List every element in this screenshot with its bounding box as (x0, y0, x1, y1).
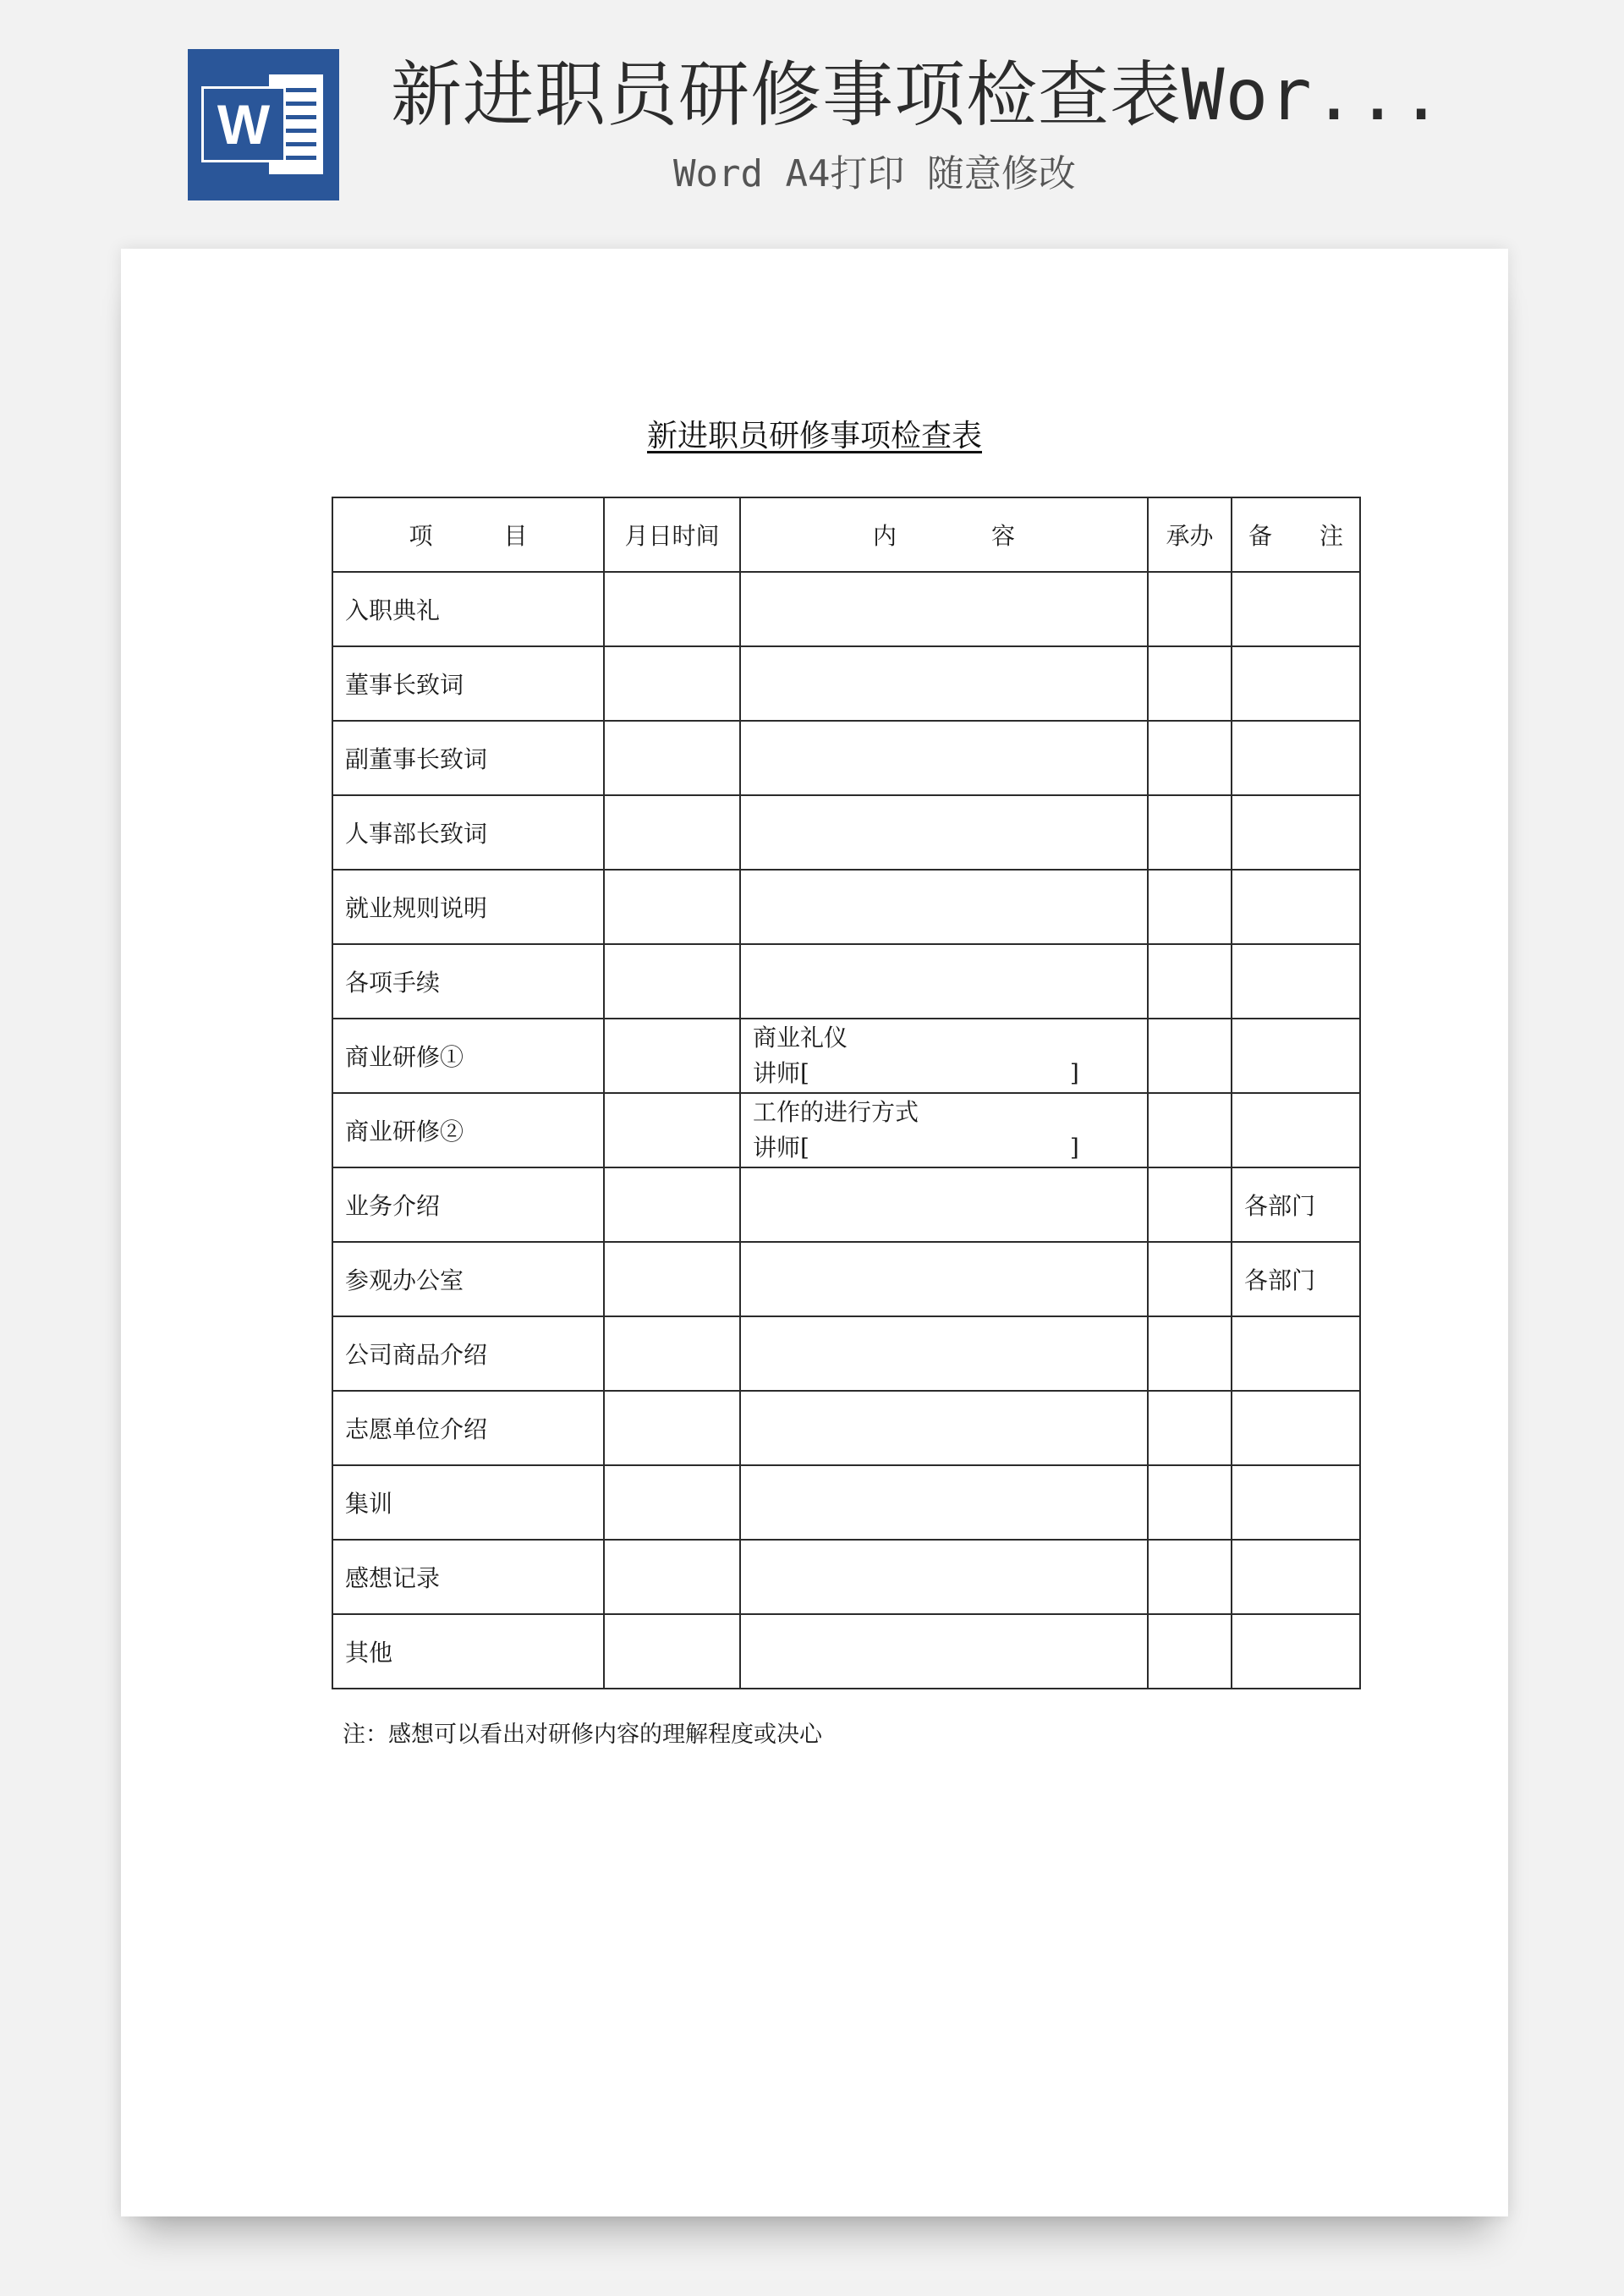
cell-remark[interactable] (1232, 944, 1360, 1019)
cell-item: 副董事长致词 (332, 721, 604, 795)
cell-date[interactable] (604, 721, 740, 795)
footnote: 注：感想可以看出对研修内容的理解程度或决心 (343, 1722, 822, 1748)
cell-content[interactable] (740, 1019, 1148, 1093)
table-row (332, 1167, 1360, 1242)
cell-item: 董事长致词 (332, 646, 604, 721)
cell-item: 人事部长致词 (332, 795, 604, 870)
cell-item: 商业研修① (332, 1019, 604, 1093)
header-date: 月日时间 (604, 497, 740, 572)
cell-remark[interactable] (1232, 721, 1360, 795)
cell-handler[interactable] (1148, 646, 1232, 721)
cell-item: 参观办公室 (332, 1242, 604, 1316)
word-logo-letter: W (217, 93, 271, 156)
cell-handler[interactable] (1148, 1316, 1232, 1391)
cell-date[interactable] (604, 1465, 740, 1540)
cell-date[interactable] (604, 1019, 740, 1093)
cell-item: 各项手续 (332, 944, 604, 1019)
document-title-text: 新进职员研修事项检查表 (646, 419, 982, 453)
cell-content[interactable] (740, 1465, 1148, 1540)
cell-item: 志愿单位介绍 (332, 1391, 604, 1465)
cell-date[interactable] (604, 1093, 740, 1167)
table-row (332, 1019, 1360, 1093)
cell-handler[interactable] (1148, 1093, 1232, 1167)
document-title (121, 416, 1508, 457)
word-icon (201, 86, 286, 162)
cell-handler[interactable] (1148, 795, 1232, 870)
cell-handler[interactable] (1148, 1540, 1232, 1614)
banner-title: 新进职员研修事项检查表Wor... (391, 53, 1444, 136)
cell-remark[interactable] (1232, 1614, 1360, 1689)
cell-remark[interactable]: 各部门 (1232, 1167, 1360, 1242)
cell-handler[interactable] (1148, 572, 1232, 646)
cell-remark[interactable] (1232, 1316, 1360, 1391)
content-line-topic: 商业礼仪 (753, 1024, 848, 1052)
cell-content[interactable] (740, 944, 1148, 1019)
header-content: 内 容 (740, 497, 1148, 572)
table-row (332, 646, 1360, 721)
cell-item: 集训 (332, 1465, 604, 1540)
cell-handler[interactable] (1148, 1167, 1232, 1242)
cell-handler[interactable] (1148, 1242, 1232, 1316)
cell-content[interactable] (740, 1614, 1148, 1689)
cell-handler[interactable] (1148, 1465, 1232, 1540)
cell-handler[interactable] (1148, 870, 1232, 944)
content-line-lecturer: 讲师[ ] (753, 1134, 1079, 1162)
cell-date[interactable] (604, 944, 740, 1019)
cell-item: 就业规则说明 (332, 870, 604, 944)
table-row (332, 1316, 1360, 1391)
cell-remark[interactable] (1232, 1019, 1360, 1093)
table-row (332, 1391, 1360, 1465)
checklist-table (332, 497, 1361, 1689)
cell-item: 其他 (332, 1614, 604, 1689)
table-row (332, 721, 1360, 795)
cell-handler[interactable] (1148, 944, 1232, 1019)
table-row (332, 795, 1360, 870)
cell-remark[interactable] (1232, 1391, 1360, 1465)
cell-handler[interactable] (1148, 721, 1232, 795)
header-item: 项 目 (332, 497, 604, 572)
cell-content[interactable] (740, 721, 1148, 795)
cell-date[interactable] (604, 1614, 740, 1689)
cell-remark[interactable] (1232, 1093, 1360, 1167)
cell-item: 公司商品介绍 (332, 1316, 604, 1391)
cell-remark[interactable] (1232, 795, 1360, 870)
cell-content[interactable] (740, 1540, 1148, 1614)
table-row (332, 1093, 1360, 1167)
cell-date[interactable] (604, 646, 740, 721)
document-page (121, 249, 1508, 2216)
cell-content[interactable] (740, 1242, 1148, 1316)
header-remark: 备 注 (1232, 497, 1360, 572)
cell-content[interactable] (740, 795, 1148, 870)
content-line-topic: 工作的进行方式 (753, 1098, 919, 1126)
cell-item: 商业研修② (332, 1093, 604, 1167)
cell-remark[interactable] (1232, 1540, 1360, 1614)
cell-handler[interactable] (1148, 1391, 1232, 1465)
cell-remark[interactable] (1232, 1465, 1360, 1540)
cell-date[interactable] (604, 572, 740, 646)
cell-date[interactable] (604, 795, 740, 870)
table-row (332, 1465, 1360, 1540)
cell-remark[interactable] (1232, 646, 1360, 721)
cell-content[interactable] (740, 1391, 1148, 1465)
table-row (332, 1540, 1360, 1614)
cell-content[interactable] (740, 572, 1148, 646)
cell-date[interactable] (604, 1242, 740, 1316)
cell-date[interactable] (604, 870, 740, 944)
cell-content[interactable] (740, 870, 1148, 944)
cell-content[interactable] (740, 646, 1148, 721)
cell-content[interactable] (740, 1316, 1148, 1391)
cell-item: 业务介绍 (332, 1167, 604, 1242)
cell-content[interactable] (740, 1167, 1148, 1242)
table-row (332, 944, 1360, 1019)
cell-date[interactable] (604, 1391, 740, 1465)
banner-subtitle: Word A4打印 随意修改 (673, 152, 1076, 195)
table-header-row (332, 497, 1360, 572)
table-body (332, 572, 1360, 1689)
cell-content[interactable] (740, 1093, 1148, 1167)
table-row (332, 870, 1360, 944)
header-handler: 承办 (1148, 497, 1232, 572)
table-row (332, 1614, 1360, 1689)
cell-handler[interactable] (1148, 1019, 1232, 1093)
word-app-logo (188, 49, 339, 200)
table-row (332, 572, 1360, 646)
cell-date[interactable] (604, 1540, 740, 1614)
content-line-lecturer: 讲师[ ] (753, 1059, 1079, 1087)
cell-remark[interactable] (1232, 572, 1360, 646)
cell-date[interactable] (604, 1316, 740, 1391)
cell-remark[interactable]: 各部门 (1232, 1242, 1360, 1316)
cell-date[interactable] (604, 1167, 740, 1242)
cell-remark[interactable] (1232, 870, 1360, 944)
table-row (332, 1242, 1360, 1316)
cell-item: 入职典礼 (332, 572, 604, 646)
cell-handler[interactable] (1148, 1614, 1232, 1689)
cell-item: 感想记录 (332, 1540, 604, 1614)
